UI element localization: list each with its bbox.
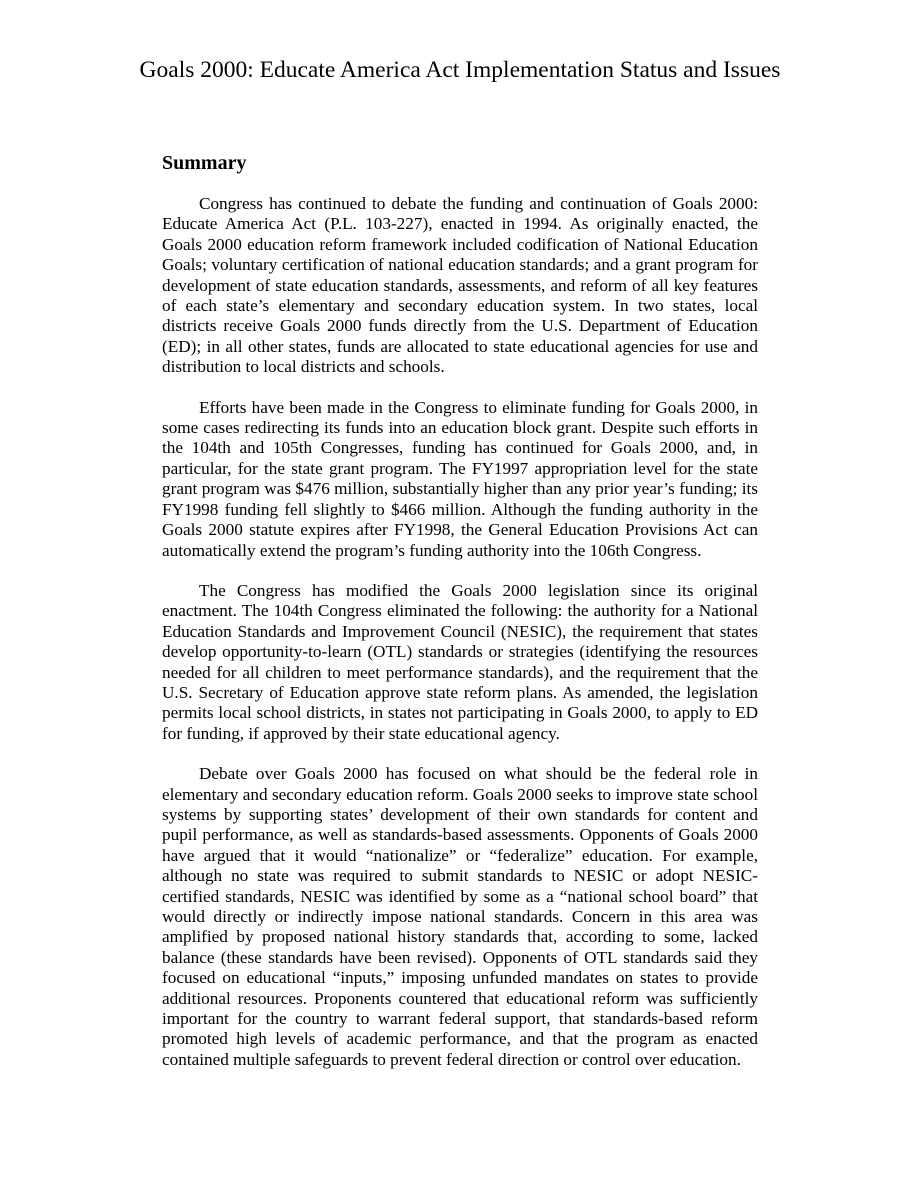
paragraph-3: The Congress has modified the Goals 2000 legislation since its original enactment. The 104th Congress eliminated the following: the authority for a National Education Standards and Improvement Council (NESIC), the requirement that states develop opportunity-to-learn (OTL) standards or strategies (identifying the resources needed for all children to meet performance standards), and the requirement that the U.S. Secretary of Education approve state reform plans. As amended, the legislation permits local school districts, in states not participating in Goals 2000, to apply to ED for funding, if approved by their state educational agency. [162,580,758,743]
paragraph-4: Debate over Goals 2000 has focused on what should be the federal role in elementary and secondary education reform. Goals 2000 seeks to improve state school systems by supporting states’ development of their own standards for content and pupil performance, as well as standards-based assessments. Opponents of Goals 2000 have argued that it would “nationalize” or “federalize” education. For example, although no state was required to submit standards to NESIC or adopt NESIC-certified standards, NESIC was identified by some as a “national school board” that would directly or indirectly impose national standards. Concern in this area was amplified by proposed national history standards that, according to some, lacked balance (these standards have been revised). Opponents of OTL standards said they focused on educational “inputs,” imposing unfunded mandates on states to provide additional resources. Proponents countered that educational reform was sufficiently important for the country to warrant federal support, that standards-based reform promoted high levels of academic performance, and that the program as enacted contained multiple safeguards to prevent federal direction or control over education. [162,764,758,1069]
paragraph-1: Congress has continued to debate the funding and continuation of Goals 2000: Educate America Act (P.L. 103-227), enacted in 1994. As originally enacted, the Goals 2000 education reform framework included codification of National Education Goals; voluntary certification of national education standards; and a grant program for development of state education standards, assessments, and reform of all key features of each state’s elementary and secondary education system. In two states, local districts receive Goals 2000 funds directly from the U.S. Department of Education (ED); in all other states, funds are allocated to state educational agencies for use and distribution to local districts and schools. [162,194,758,377]
paragraph-2: Efforts have been made in the Congress to eliminate funding for Goals 2000, in some cases redirecting its funds into an education block grant. Despite such efforts in the 104th and 105th Congresses, funding has continued for Goals 2000, and, in particular, for the state grant program. The FY1997 appropriation level for the state grant program was $476 million, substantially higher than any prior year’s funding; its FY1998 funding fell slightly to $466 million. Although the funding authority in the Goals 2000 statute expires after FY1998, the General Education Provisions Act can automatically extend the program’s funding authority into the 106th Congress. [162,397,758,560]
document-title: Goals 2000: Educate America Act Implementation Status and Issues [139,57,781,83]
summary-body [162,194,758,1090]
section-heading-summary: Summary [162,152,247,174]
